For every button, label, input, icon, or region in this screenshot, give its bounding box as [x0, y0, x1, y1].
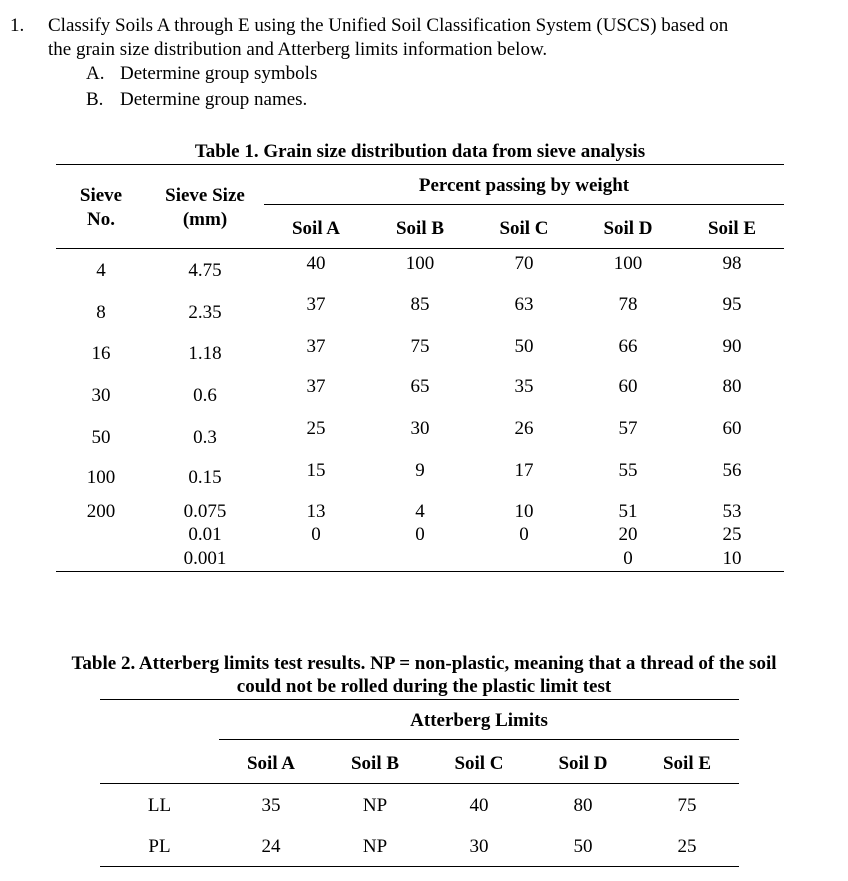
table2-row-label: LL [147, 795, 172, 816]
table1-top-rule [56, 164, 784, 165]
table1-cell: 50 [514, 336, 534, 357]
table1-cell: 51 [618, 501, 638, 522]
table1-cell: 40 [306, 253, 326, 274]
table1-sieve-size: 2.35 [188, 302, 222, 323]
table1-col-sieve-no-line1: Sieve [79, 185, 123, 206]
table1-cell: 63 [514, 294, 534, 315]
table1-caption: Table 1. Grain size distribution data from sieve analysis [194, 141, 646, 162]
table1-sieve-size: 0.6 [193, 385, 217, 406]
table1-sieve-size: 1.18 [188, 343, 222, 364]
question-text-line1: Classify Soils A through E using the Unified Soil Classification System (USCS) based on [48, 15, 729, 36]
table1-sieve-no: 200 [86, 501, 116, 522]
table1-sieve-size: 0.01 [188, 524, 222, 545]
table1-cell: 30 [410, 418, 430, 439]
table1-cell: 85 [410, 294, 430, 315]
table1-sieve-size: 0.001 [183, 548, 227, 569]
table1-cell: 13 [306, 501, 326, 522]
table2-cell: NP [362, 795, 388, 816]
table1-col-sieve-size-line2: (mm) [182, 209, 228, 230]
table2-cell: 24 [261, 836, 281, 857]
table1-cell: 0 [415, 524, 425, 545]
table1-cell: 37 [306, 294, 326, 315]
table1-sieve-no: 50 [91, 427, 111, 448]
table2-soil-header: Soil E [662, 753, 712, 774]
table1-sieve-no: 8 [96, 302, 106, 323]
table2-cell: 80 [573, 795, 593, 816]
table1-col-sieve-no-line2: No. [87, 209, 115, 230]
table1-cell: 9 [415, 460, 425, 481]
table1-sieve-no: 30 [91, 385, 111, 406]
table1-soil-header: Soil A [291, 218, 341, 239]
table1-cell: 80 [722, 376, 742, 397]
table2-soil-header: Soil A [246, 753, 296, 774]
table1-cell: 0 [623, 548, 633, 569]
table1-sieve-size: 0.3 [193, 427, 217, 448]
table1-cell: 25 [722, 524, 742, 545]
table1-cell: 10 [514, 501, 534, 522]
table1-cell: 35 [514, 376, 534, 397]
table1-group-header: Percent passing by weight [418, 175, 630, 196]
table2-row-label: PL [148, 836, 171, 857]
table1-soil-header: Soil C [499, 218, 549, 239]
table1-cell: 70 [514, 253, 534, 274]
table1-cell: 66 [618, 336, 638, 357]
part-a-text: Determine group symbols [120, 63, 318, 84]
table1-cell: 60 [618, 376, 638, 397]
table2-cell: NP [362, 836, 388, 857]
table1-sieve-size: 0.15 [188, 467, 222, 488]
table1-group-rule [264, 204, 784, 205]
table1-sieve-no: 100 [86, 467, 116, 488]
table1-cell: 26 [514, 418, 534, 439]
table1-cell: 17 [514, 460, 534, 481]
table1-cell: 53 [722, 501, 742, 522]
table2-group-header: Atterberg Limits [410, 710, 548, 731]
table1-cell: 37 [306, 376, 326, 397]
table2-cell: 25 [677, 836, 697, 857]
table2-soil-header: Soil D [558, 753, 608, 774]
table1-cell: 60 [722, 418, 742, 439]
table2-soil-header: Soil B [350, 753, 400, 774]
table2-bottom-rule [100, 866, 739, 867]
table2-cell: 50 [573, 836, 593, 857]
table2-cell: 30 [469, 836, 489, 857]
table1-soil-header: Soil E [707, 218, 757, 239]
table1-soil-header: Soil D [603, 218, 653, 239]
question-text-line2: the grain size distribution and Atterberg limits information below. [48, 39, 548, 60]
table1-sieve-size: 4.75 [188, 260, 222, 281]
table1-cell: 90 [722, 336, 742, 357]
table1-cell: 4 [415, 501, 425, 522]
table1-cell: 78 [618, 294, 638, 315]
table2-top-rule [100, 699, 739, 700]
table1-cell: 65 [410, 376, 430, 397]
part-b-text: Determine group names. [120, 89, 308, 110]
table1-cell: 0 [311, 524, 321, 545]
table1-cell: 55 [618, 460, 638, 481]
table1-sieve-no: 16 [91, 343, 111, 364]
table2-caption-line2: could not be rolled during the plastic limit test [236, 676, 612, 697]
table1-cell: 98 [722, 253, 742, 274]
table1-cell: 57 [618, 418, 638, 439]
table1-cell: 56 [722, 460, 742, 481]
table2-cell: 75 [677, 795, 697, 816]
table2-soil-header: Soil C [454, 753, 504, 774]
table2-cell: 35 [261, 795, 281, 816]
table2-header-rule [100, 783, 739, 784]
question-number: 1. [10, 15, 25, 36]
part-a-label: A. [86, 63, 105, 84]
part-b-label: B. [86, 89, 104, 110]
table1-sieve-no: 4 [96, 260, 106, 281]
table1-header-rule [56, 248, 784, 249]
table1-cell: 0 [519, 524, 529, 545]
table1-cell: 75 [410, 336, 430, 357]
table1-cell: 10 [722, 548, 742, 569]
table1-bottom-rule [56, 571, 784, 572]
table2-caption-line1: Table 2. Atterberg limits test results. NP = non-plastic, meaning that a thread of the soil [71, 653, 777, 674]
table1-cell: 100 [613, 253, 643, 274]
table1-cell: 95 [722, 294, 742, 315]
table1-cell: 37 [306, 336, 326, 357]
table1-col-sieve-size-line1: Sieve Size [165, 185, 245, 206]
table1-sieve-size: 0.075 [183, 501, 227, 522]
table1-cell: 15 [306, 460, 326, 481]
table2-group-rule [219, 739, 739, 740]
table1-soil-header: Soil B [395, 218, 445, 239]
table2-cell: 40 [469, 795, 489, 816]
table1-cell: 25 [306, 418, 326, 439]
table1-cell: 100 [405, 253, 435, 274]
table1-cell: 20 [618, 524, 638, 545]
